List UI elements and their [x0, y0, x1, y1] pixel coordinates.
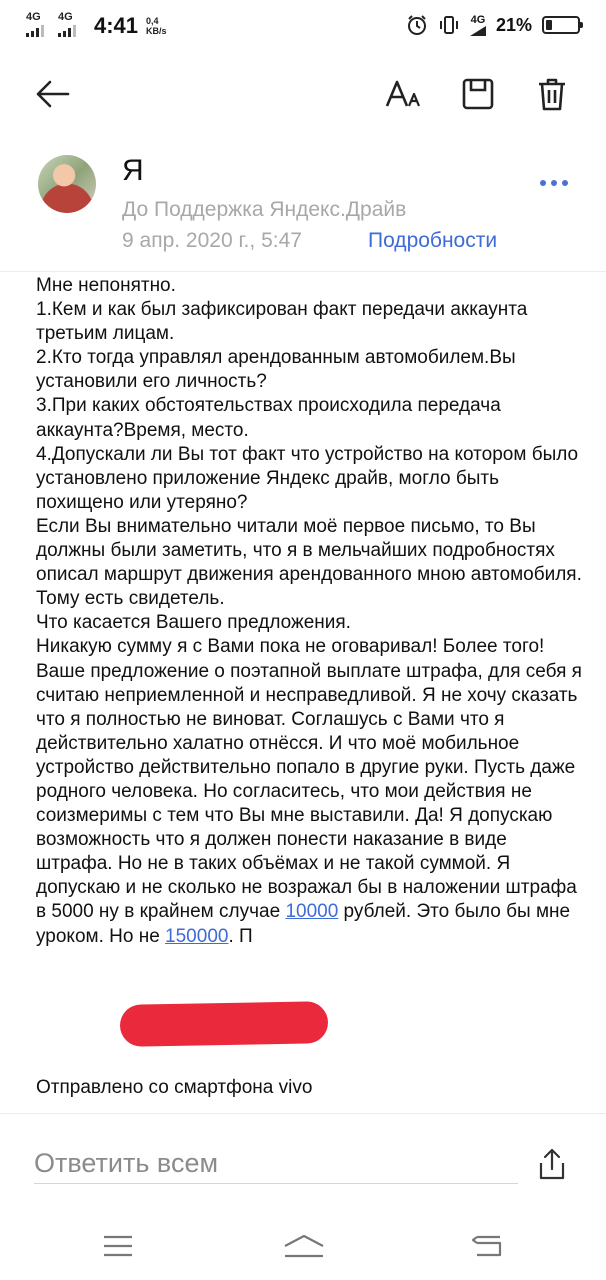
reply-all-input[interactable]: Ответить всем	[34, 1148, 219, 1178]
more-dot-icon	[562, 180, 568, 186]
body-line: Мне непонятно.	[36, 275, 176, 296]
amount-link-10000[interactable]: 10000	[285, 901, 339, 923]
speed-unit: KB/s	[146, 26, 167, 36]
save-button[interactable]	[456, 72, 500, 116]
signal-bars-icon	[26, 25, 44, 37]
battery-level	[546, 20, 552, 30]
header-divider	[0, 271, 606, 272]
status-right	[406, 14, 580, 36]
body-line: Что касается Вашего предложения.	[36, 612, 351, 634]
email-body	[36, 274, 584, 949]
menu-icon	[103, 1235, 133, 1257]
email-date: 9 апр. 2020 г., 5:47	[122, 229, 302, 252]
network-type-label: 4G	[470, 13, 486, 26]
back-icon	[471, 1234, 503, 1258]
clock: 4:41	[94, 13, 139, 38]
recipient-line: До Поддержка Яндекс.Драйв	[122, 198, 407, 221]
email-toolbar	[0, 62, 606, 128]
body-text: . П	[228, 925, 253, 947]
vibrate-icon	[438, 14, 460, 36]
system-nav-bar	[0, 1208, 606, 1280]
share-icon	[537, 1147, 567, 1181]
home-button[interactable]	[280, 1226, 328, 1266]
sender-name: Я	[122, 154, 144, 187]
body-line: 4.Допускали ли Вы тот факт что устройство на котором было установлено приложение Яндекс драйв, могло быть похищено или утеряно?	[36, 443, 579, 513]
details-link[interactable]: Подробности	[368, 229, 498, 252]
delete-button[interactable]	[530, 72, 574, 116]
body-paragraph	[36, 635, 584, 948]
amount-link-150000[interactable]: 150000	[165, 925, 229, 947]
recents-button[interactable]	[94, 1226, 142, 1266]
body-divider	[0, 1113, 606, 1114]
trash-icon	[536, 76, 568, 112]
body-line: Если Вы внимательно читали моё первое письмо, то Вы должны были заметить, что я в мельчайших подробностях описал маршрут движения арендованного мною автомобиля. Тому есть свидетель.	[36, 515, 582, 610]
redaction-mark	[120, 1001, 329, 1047]
body-text: рублей. Это было бы мне уроком. Но не	[36, 901, 571, 947]
signal-bars-icon	[58, 25, 76, 37]
sender-avatar	[38, 155, 96, 213]
back-arrow-icon	[34, 79, 70, 109]
share-button[interactable]	[528, 1144, 576, 1184]
email-signature: Отправлено со смартфона vivo	[36, 1077, 313, 1098]
status-bar	[0, 0, 606, 56]
font-size-icon	[384, 78, 424, 110]
signal-1	[26, 12, 52, 37]
body-line: 3.При каких обстоятельствах происходила передача аккаунта?Время, место.	[36, 395, 501, 441]
back-button[interactable]	[30, 72, 74, 116]
font-size-button[interactable]	[382, 72, 426, 116]
network-type-label: 4G	[58, 11, 73, 23]
signal-2	[58, 12, 84, 37]
alarm-icon	[406, 14, 428, 36]
network-type-label: 4G	[26, 11, 41, 23]
network-4g-icon	[470, 15, 486, 36]
more-dot-icon	[540, 180, 546, 186]
more-options-button[interactable]	[540, 180, 568, 186]
status-left	[26, 12, 167, 40]
speed-value: 0,4	[146, 16, 159, 26]
body-line: 1.Кем и как был зафиксирован факт передачи аккаунта третьим лицам.	[36, 299, 528, 345]
more-dot-icon	[551, 180, 557, 186]
body-line: 2.Кто тогда управлял арендованным автомобилем.Вы установили его личность?	[36, 347, 516, 393]
home-icon	[282, 1233, 326, 1259]
body-text: Никакую сумму я с Вами пока не оговаривал! Более того! Ваше предложение о поэтапной выплате штрафа, для себя я считаю неприемленной и несправедливой. Я не хочу сказать что я полностью не виноват. Соглашусь с Вами что я действительно халатно отнёсся. И что моё мобильное устройство действительно попало в другие руки. Пусть даже родного человека. Но согласитесь, что мои действия не соизмеримы с тем что Вы мне выставили. Да! Я допускаю возможность что я должен понести наказание в виде штрафа. Но не в таких объёмах и не такой суммой. Я допускаю и не сколько не возражал бы в наложении штрафа в 5000 ну в крайнем случае	[36, 636, 582, 923]
network-speed	[146, 16, 167, 36]
battery-icon	[542, 16, 580, 34]
battery-percent: 21%	[495, 14, 532, 35]
save-icon	[461, 77, 495, 111]
back-nav-button[interactable]	[463, 1226, 511, 1266]
reply-underline	[34, 1183, 518, 1184]
